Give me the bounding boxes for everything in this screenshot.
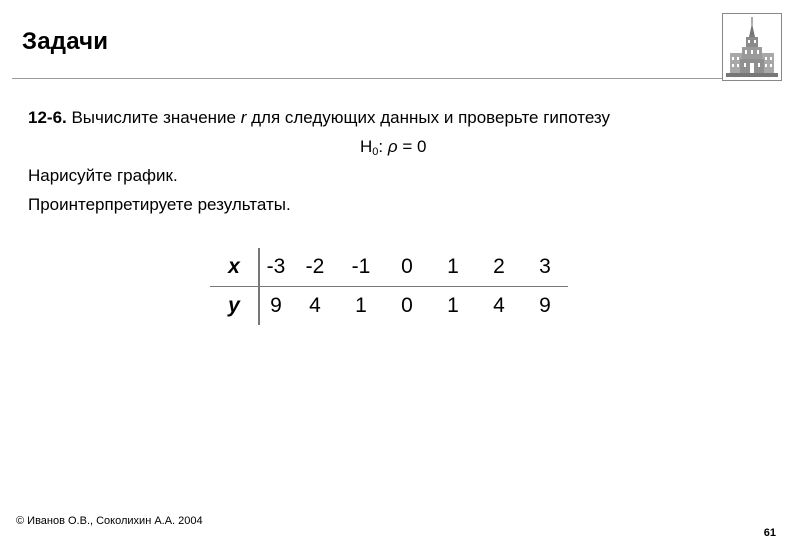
table-cell: 1 <box>355 294 367 317</box>
table-row-y <box>210 287 568 326</box>
table-row-x <box>210 248 568 287</box>
table-cell: 9 <box>539 294 551 317</box>
row-label: x <box>210 248 259 287</box>
table-cell: 1 <box>447 294 459 317</box>
hypothesis-rest: = 0 <box>397 137 427 156</box>
table-cell: -3 <box>259 248 292 287</box>
university-building-icon <box>722 13 782 81</box>
hypothesis-colon: : <box>378 137 388 156</box>
table-cell: 9 <box>270 294 282 317</box>
slide-title: Задачи <box>22 28 109 55</box>
instruction-interpret: Проинтерпретируете результаты. <box>28 195 291 214</box>
hypothesis-subscript: 0 <box>372 146 379 158</box>
task-text-pre: Вычислите значение <box>66 108 241 127</box>
table-cell: 1 <box>430 248 476 287</box>
table-cell: 2 <box>476 248 522 287</box>
table-cell: 4 <box>309 294 321 317</box>
table-cell: -1 <box>338 248 384 287</box>
table-cell: 0 <box>384 248 430 287</box>
task-number: 12-6. <box>28 108 67 127</box>
title-divider <box>12 78 722 79</box>
hypothesis <box>360 137 426 162</box>
data-table <box>210 248 568 325</box>
table-cell: 4 <box>493 294 505 317</box>
hypothesis-h: H <box>360 137 373 156</box>
table-cell: 3 <box>522 248 568 287</box>
task-statement <box>28 108 610 128</box>
footer-copyright: © Иванов О.В., Соколихин А.А. 2004 <box>16 515 203 527</box>
task-variable: r <box>240 108 247 127</box>
task-text-post: для следующих данных и проверьте гипотезу <box>246 108 610 127</box>
table-cell: -2 <box>292 248 338 287</box>
instruction-draw: Нарисуйте график. <box>28 166 178 185</box>
table-cell: 0 <box>401 294 413 317</box>
page-number: 61 <box>763 527 776 539</box>
hypothesis-rho: ρ <box>387 137 398 156</box>
row-label: y <box>210 287 259 326</box>
